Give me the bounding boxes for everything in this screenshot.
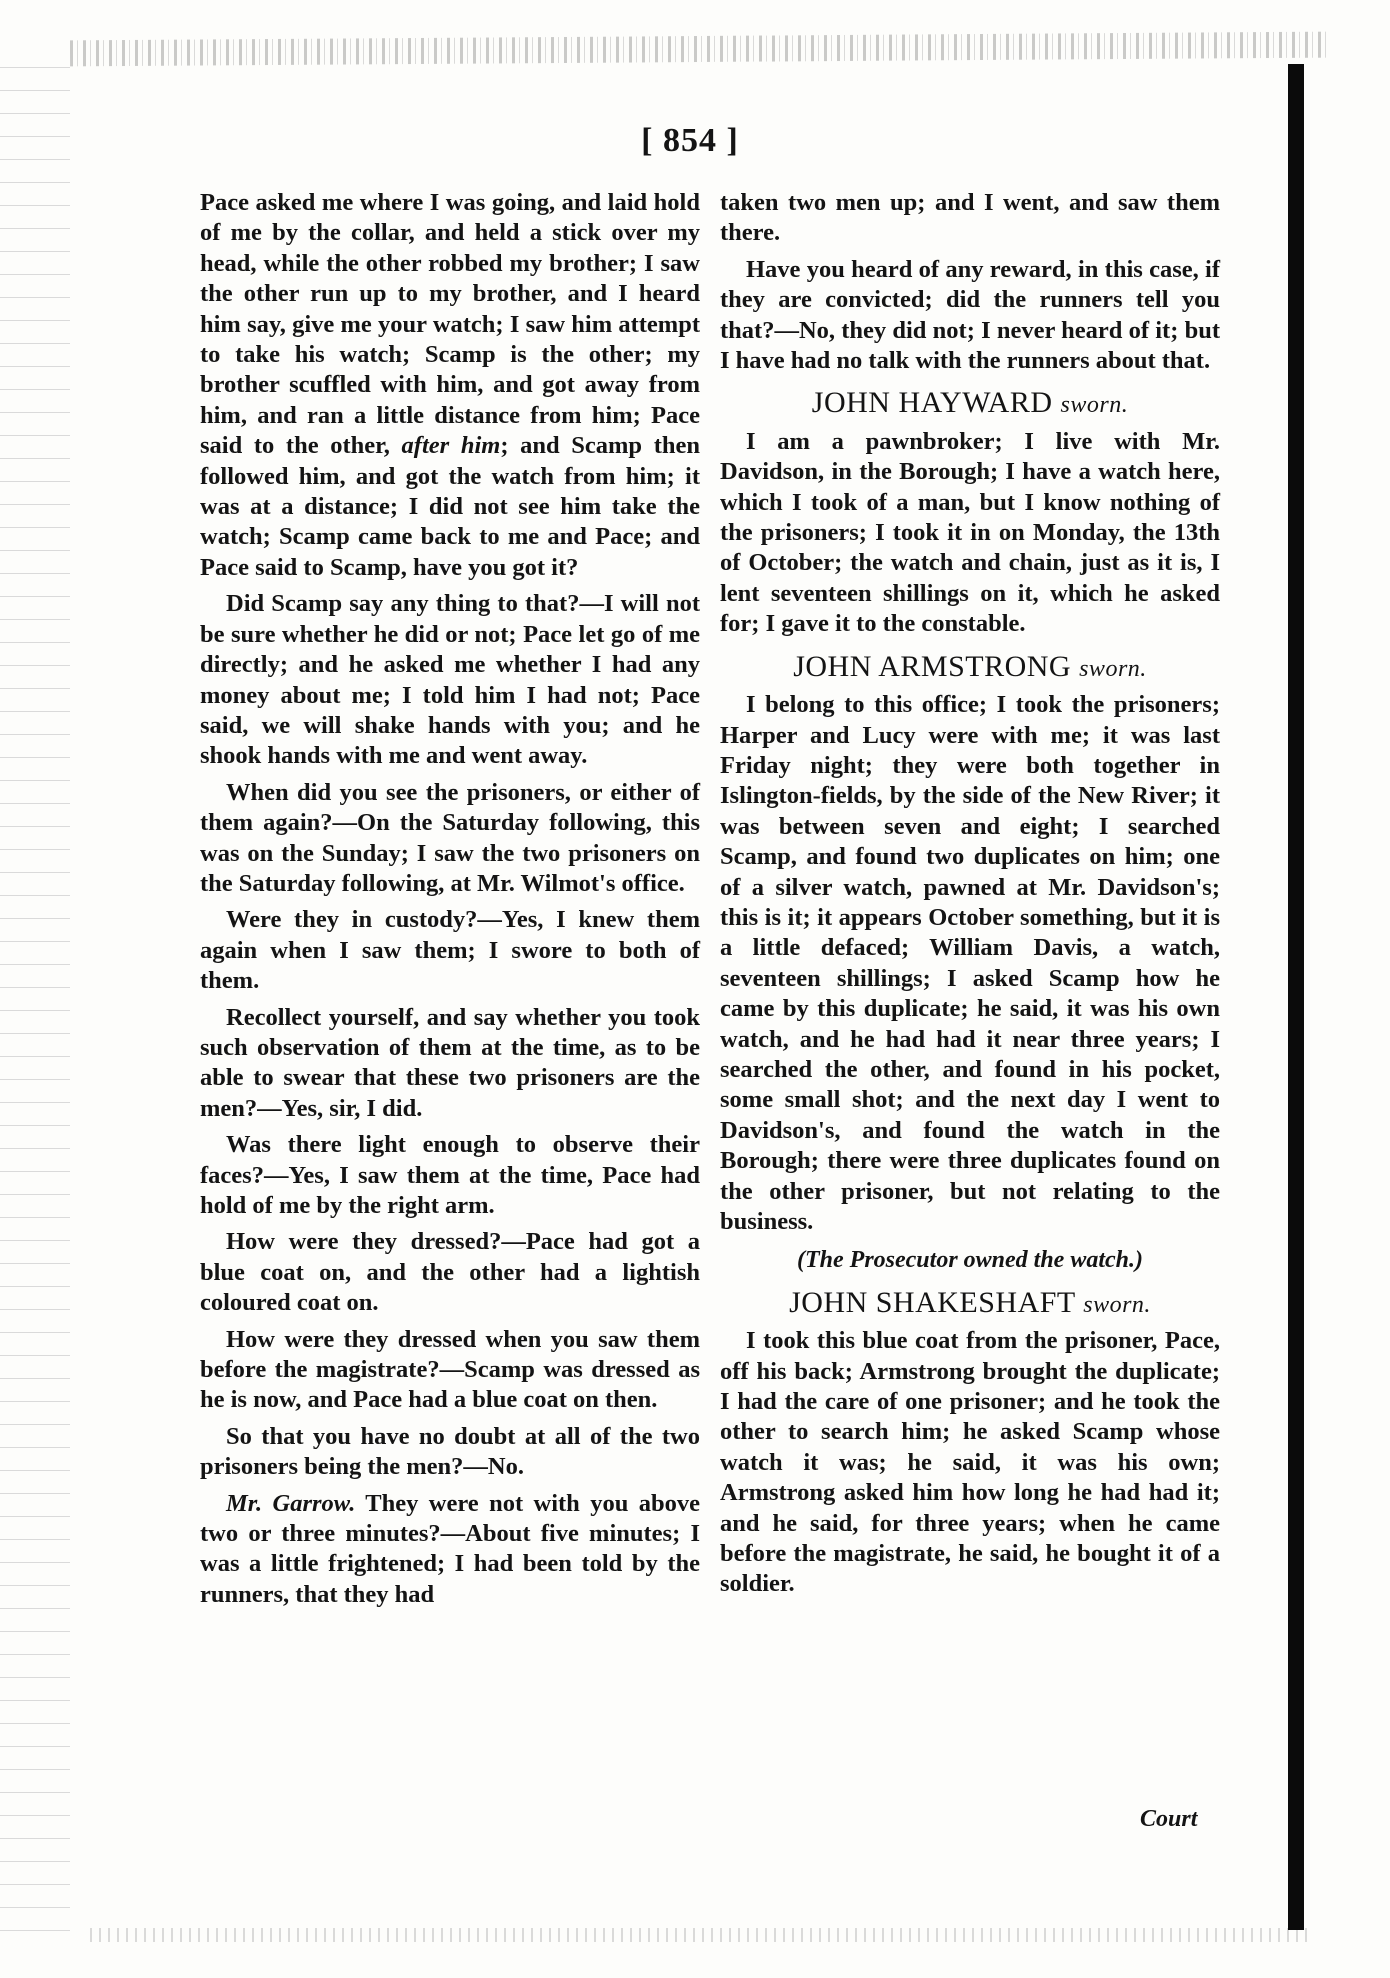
scan-spine-bar bbox=[1288, 64, 1304, 1930]
bracketed-note: (The Prosecutor owned the watch.) bbox=[797, 1247, 1143, 1274]
paragraph: Recollect yourself, and say whether you took such observation of them at the time, as to be able to swear that these two prisoners are the men?—Yes, sir, I did. bbox=[200, 1003, 700, 1122]
witness-heading bbox=[720, 388, 1220, 420]
paragraph: Pace asked me where I was going, and laid hold of me by the collar, and held a stick over my head, while the other robbed my brother; I saw the other run up to my brother, and I heard him say, give me your watch; I saw him attempt to take his watch; Scamp is the other; my brother scuffled with him, and got away from him, and ran a little distance from him; Pace said to the other, after him; and Scamp then followed him, and got the watch from him; it was at a distance; I did not see him take the watch; Scamp came back to me and Pace; and Pace said to Scamp, have you got it? bbox=[200, 189, 700, 581]
paragraph: Were they in custody?—Yes, I knew them again when I saw them; I swore to both of them. bbox=[200, 906, 700, 995]
scan-edge-top bbox=[70, 32, 1330, 67]
paragraph: Was there light enough to observe their faces?—Yes, I saw them at the time, Pace had hold of me by the right arm. bbox=[200, 1131, 700, 1219]
sworn-label: sworn. bbox=[1083, 1291, 1151, 1318]
italic-phrase: after him bbox=[401, 432, 501, 460]
paragraph: I belong to this office; I took the prisoners; Harper and Lucy were with me; it was last Friday night; they were both together in Islington-fields, by the side of the New River; it was between seven and eight; I searched Scamp, and found two duplicates on him; one of a silver watch, pawned at Mr. Davidson's; this is it; it appears October something, but it is a little defaced; William Davis, a watch, seventeen shillings; I asked Scamp how he came by this duplicate; he said, it was his own watch, and he had had it near three years; I searched the other, and found in his pocket, some small shot; and the next day I went to Davidson's, and found the watch in the Borough; there were three duplicates found on the other prisoner, but not relating to the business. bbox=[720, 691, 1220, 1235]
witness-heading bbox=[720, 649, 1220, 684]
paragraph: I am a pawnbroker; I live with Mr. Davidson, in the Borough; I have a watch here, which I took of a man, but I know nothing of the prisoners; I took it in on Monday, the 13th of October; the watch and chain, just as it is, I lent seventeen shillings on it, which he asked for; I gave it to the constable. bbox=[720, 427, 1220, 638]
sworn-label: sworn. bbox=[1060, 392, 1129, 419]
page-number: [ 854 ] bbox=[641, 122, 739, 159]
witness-heading bbox=[720, 1285, 1220, 1320]
catchword: Court bbox=[1140, 1806, 1198, 1832]
witness-name: JOHN SHAKESHAFT bbox=[789, 1285, 1076, 1319]
witness-name: JOHN ARMSTRONG bbox=[793, 649, 1072, 683]
paragraph: taken two men up; and I went, and saw them there. bbox=[720, 189, 1220, 247]
scan-edge-left bbox=[0, 60, 70, 1940]
paragraph: So that you have no doubt at all of the two prisoners being the men?—No. bbox=[200, 1422, 700, 1481]
right-column bbox=[720, 188, 1220, 1606]
speaker-name: Mr. Garrow. bbox=[226, 1489, 356, 1517]
paragraph: Mr. Garrow. They were not with you above two or three minutes?—About five minutes; I was a little frightened; I had been told by the runners, that they had bbox=[200, 1489, 700, 1608]
paragraph: How were they dressed?—Pace had got a blue coat on, and the other had a lightish coloured coat on. bbox=[200, 1228, 700, 1317]
paragraph: I took this blue coat from the prisoner, Pace, off his back; Armstrong brought the duplicate; I had the care of one prisoner; and he took the other to search him; he asked Scamp whose watch it was; he said, it was his own; Armstrong asked him how long he had had it; and he said, for three years; when he came before the magistrate, he said, he bought it of a soldier. bbox=[720, 1327, 1220, 1598]
left-column bbox=[200, 188, 700, 1616]
scan-edge-bottom bbox=[90, 1928, 1310, 1942]
paragraph: Did Scamp say any thing to that?—I will not be sure whether he did or not; Pace let go of me directly; and he asked me whether I had any money about me; I told him I had not; Pace said, we will shake hands with you; and he shook hands with me and went away. bbox=[200, 590, 700, 770]
paragraph: When did you see the prisoners, or either of them again?—On the Saturday following, this was on the Sunday; I saw the two prisoners on the Saturday following, at Mr. Wilmot's office. bbox=[200, 778, 700, 897]
paragraph: How were they dressed when you saw them before the magistrate?—Scamp was dressed as he is now, and Pace had a blue coat on then. bbox=[200, 1325, 700, 1414]
sworn-label: sworn. bbox=[1079, 655, 1147, 682]
witness-name: JOHN HAYWARD bbox=[811, 386, 1053, 420]
paragraph: Have you heard of any reward, in this case, if they are convicted; did the runners tell you that?—No, they did not; I never heard of it; but I have had no talk with the runners about that. bbox=[720, 255, 1220, 375]
